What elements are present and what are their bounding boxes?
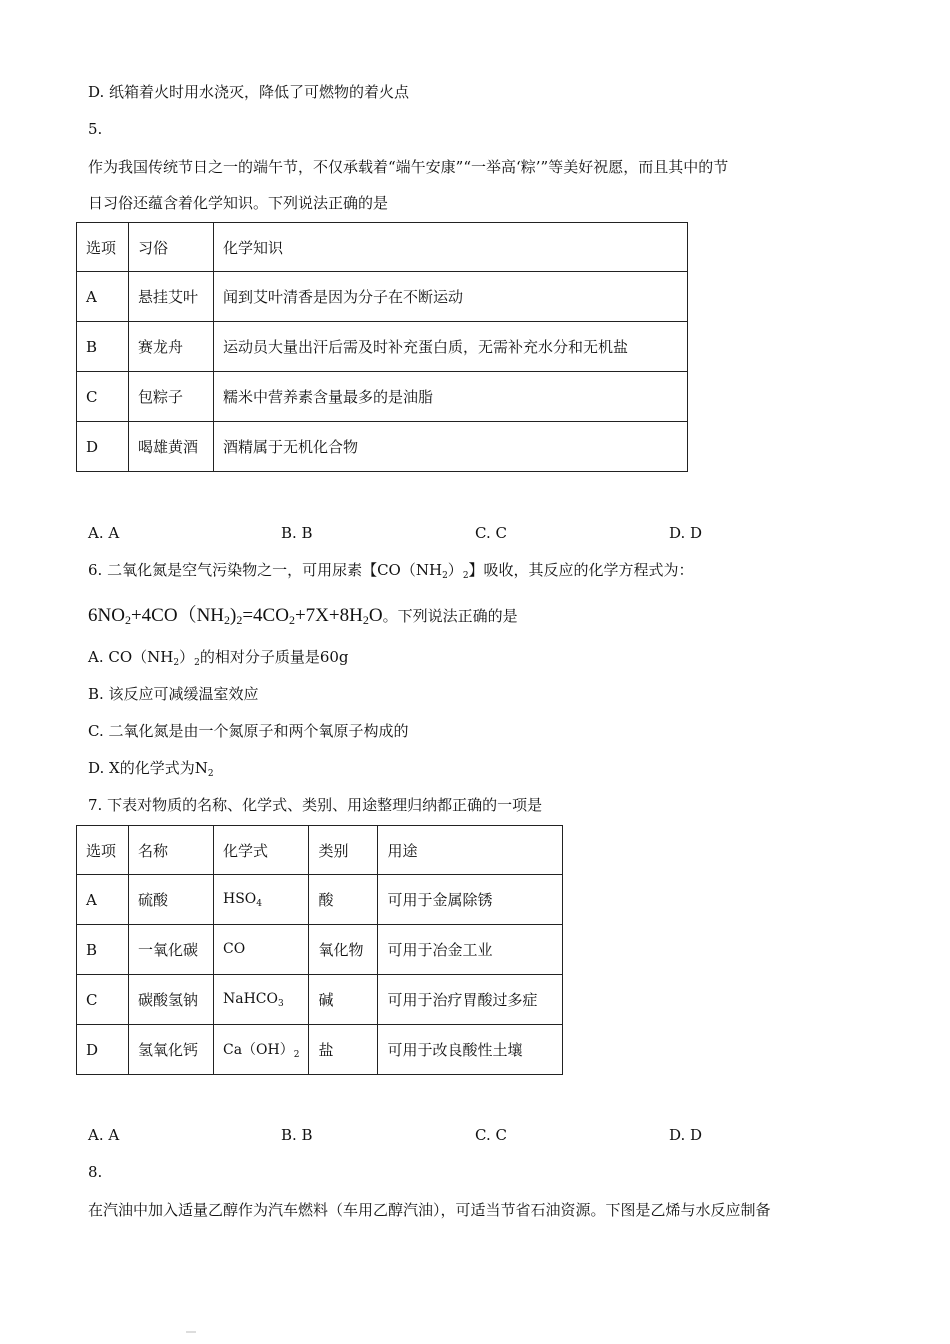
table-row xyxy=(77,272,688,322)
subscript: 2 xyxy=(442,571,448,581)
q7-header-use: 用途 xyxy=(378,826,563,875)
subscript: 2 xyxy=(194,658,200,668)
subscript: 4 xyxy=(256,898,263,909)
text: 的相对分子质量是60g xyxy=(199,648,349,666)
q8-number: 8. xyxy=(88,1163,103,1181)
table-cell: 赛龙舟 xyxy=(129,322,214,372)
page-mark xyxy=(186,1331,196,1333)
q7-table-header xyxy=(77,826,563,875)
table-cell: 运动员大量出汗后需及时补充蛋白质，无需补充水分和无机盐 xyxy=(214,322,688,372)
subscript: 2 xyxy=(293,1050,300,1060)
eq-part: +4CO（NH xyxy=(130,605,225,626)
table-cell: 碳酸氢钠 xyxy=(129,975,214,1025)
q5-number: 5. xyxy=(88,120,103,138)
table-cell: 喝雄黄酒 xyxy=(129,422,214,472)
q5-option-d: D. D xyxy=(669,524,703,542)
text: A. CO（NH xyxy=(88,648,174,666)
q5-option-b: B. B xyxy=(281,524,313,542)
formula-cell xyxy=(214,875,309,925)
formula: Ca（OH） xyxy=(223,1042,294,1058)
table-cell: 糯米中营养素含量最多的是油脂 xyxy=(214,372,688,422)
subscript: 2 xyxy=(207,769,214,779)
text: ） xyxy=(179,648,195,666)
q5-header-knowledge: 化学知识 xyxy=(214,223,688,272)
q5-table xyxy=(76,222,688,472)
table-cell: 一氧化碳 xyxy=(129,925,214,975)
subscript: 2 xyxy=(462,571,469,581)
q7-option-d: D. D xyxy=(669,1126,703,1144)
table-cell: 包粽子 xyxy=(129,372,214,422)
table-cell: 闻到艾叶清香是因为分子在不断运动 xyxy=(214,272,688,322)
q5-header-custom: 习俗 xyxy=(129,223,214,272)
table-cell: D xyxy=(77,422,129,472)
q5-option-c: C. C xyxy=(475,524,507,542)
table-row xyxy=(77,875,563,925)
q6-stem-part: ） xyxy=(447,561,463,579)
q6-stem-part: 6. 二氧化氮是空气污染物之一，可用尿素【CO（NH xyxy=(88,561,443,579)
formula: NaHCO xyxy=(223,990,278,1007)
table-row xyxy=(77,372,688,422)
q6-option-c: C. 二氧化氮是由一个氮原子和两个氧原子构成的 xyxy=(88,722,409,740)
q6-stem xyxy=(88,560,694,586)
q5-stem-line2: 日习俗还蕴含着化学知识。下列说法正确的是 xyxy=(88,194,389,212)
q7-header-name: 名称 xyxy=(129,826,214,875)
eq-part: 6NO xyxy=(88,605,125,626)
q7-option-a: A. A xyxy=(88,1126,120,1144)
formula-cell xyxy=(214,975,309,1025)
table-row xyxy=(77,322,688,372)
q8-stem-line1: 在汽油中加入适量乙醇作为汽车燃料（车用乙醇汽油），可适当节省石油资源。下图是乙烯与水反应制备 xyxy=(88,1201,771,1219)
subscript: 2 xyxy=(173,658,180,668)
table-row xyxy=(77,925,563,975)
q7-option-b: B. B xyxy=(281,1126,313,1144)
eq-part: ) xyxy=(230,605,237,626)
table-cell: B xyxy=(77,925,129,975)
q6-option-d xyxy=(88,758,214,784)
table-row xyxy=(77,975,563,1025)
q5-table-header xyxy=(77,223,688,272)
q6-option-a xyxy=(88,647,349,673)
table-cell: 酒精属于无机化合物 xyxy=(214,422,688,472)
table-cell: 酸 xyxy=(309,875,378,925)
formula: CO xyxy=(223,940,246,957)
formula: HSO xyxy=(223,890,257,907)
q6-option-b: B. 该反应可减缓温室效应 xyxy=(88,685,259,703)
q6-stem-part: 】吸收，其反应的化学方程式为： xyxy=(468,561,694,579)
table-cell: 可用于金属除锈 xyxy=(378,875,563,925)
table-cell: B xyxy=(77,322,129,372)
eq-part: =4CO xyxy=(242,605,289,626)
q7-option-c: C. C xyxy=(475,1126,507,1144)
eq-part: O xyxy=(368,605,383,626)
subscript: 2 xyxy=(224,613,231,627)
subscript: 2 xyxy=(362,613,369,627)
q6-stem-tail: 。下列说法正确的是 xyxy=(382,607,518,625)
formula-cell xyxy=(214,925,309,975)
q7-header-category: 类别 xyxy=(309,826,378,875)
q5-stem-line1: 作为我国传统节日之一的端午节，不仅承载着“端午安康”“一举高‘粽’”等美好祝愿，而且其中的节 xyxy=(88,158,729,176)
table-cell: 可用于冶金工业 xyxy=(378,925,563,975)
q6-chemical-equation xyxy=(88,600,518,628)
table-cell: A xyxy=(77,875,129,925)
table-cell: 碱 xyxy=(309,975,378,1025)
table-cell: 悬挂艾叶 xyxy=(129,272,214,322)
q4-option-d: D. 纸箱着火时用水浇灭，降低了可燃物的着火点 xyxy=(88,83,410,101)
table-cell: 氧化物 xyxy=(309,925,378,975)
table-cell: 可用于改良酸性土壤 xyxy=(378,1025,563,1075)
table-cell: 硫酸 xyxy=(129,875,214,925)
table-cell: D xyxy=(77,1025,129,1075)
subscript: 2 xyxy=(236,613,243,627)
table-cell: 可用于治疗胃酸过多症 xyxy=(378,975,563,1025)
formula-cell xyxy=(214,1025,309,1075)
text: D. X的化学式为N xyxy=(88,759,208,777)
eq-part: +7X+8H xyxy=(294,605,363,626)
q5-option-a: A. A xyxy=(88,524,120,542)
table-cell: 盐 xyxy=(309,1025,378,1075)
subscript: 2 xyxy=(124,613,131,627)
q7-header-formula: 化学式 xyxy=(214,826,309,875)
table-row xyxy=(77,422,688,472)
subscript: 3 xyxy=(278,998,284,1009)
q7-header-option: 选项 xyxy=(77,826,129,875)
q5-header-option: 选项 xyxy=(77,223,129,272)
table-cell: 氢氧化钙 xyxy=(129,1025,214,1075)
table-cell: A xyxy=(77,272,129,322)
table-row xyxy=(77,1025,563,1075)
subscript: 2 xyxy=(288,613,295,627)
table-cell: C xyxy=(77,975,129,1025)
q7-stem: 7. 下表对物质的名称、化学式、类别、用途整理归纳都正确的一项是 xyxy=(88,796,543,814)
q7-table xyxy=(76,825,563,1075)
table-cell: C xyxy=(77,372,129,422)
